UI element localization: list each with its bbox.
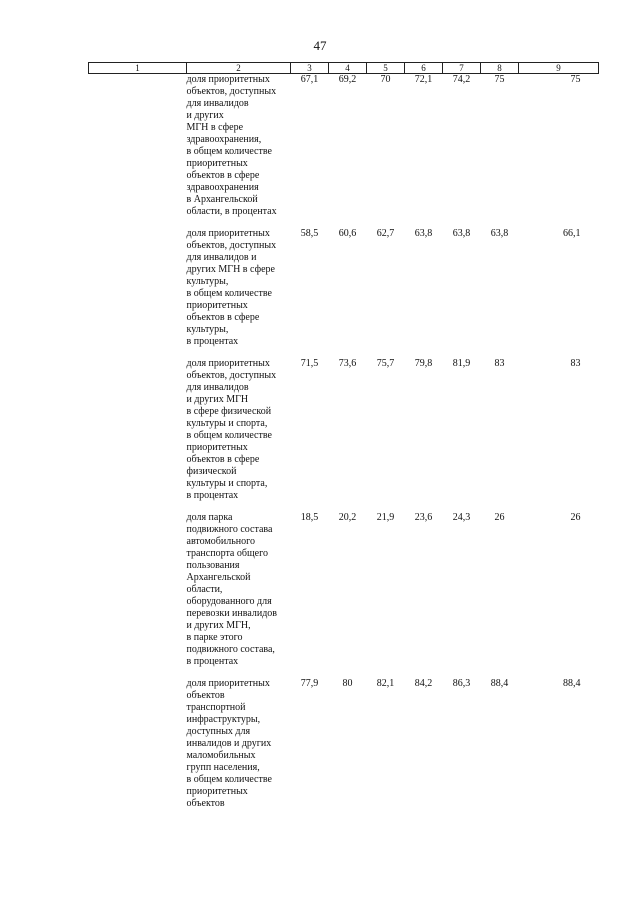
indicator-description xyxy=(187,358,291,502)
description-line: здравоохранения xyxy=(186,182,259,193)
description-line: объектов xyxy=(186,690,225,701)
row-spacer xyxy=(89,218,599,228)
description-line: культуры, xyxy=(186,324,229,335)
value-cell: 83 xyxy=(570,358,581,369)
indicator-description xyxy=(187,228,291,348)
header-cell: 8 xyxy=(481,63,519,74)
description-line: Архангельской xyxy=(186,572,251,583)
empty-cell xyxy=(89,228,187,348)
header-cell: 6 xyxy=(405,63,443,74)
description-line: в общем количестве xyxy=(186,774,272,785)
value-cell: 69,2 xyxy=(338,74,357,85)
description-line: в общем количестве xyxy=(186,288,272,299)
spacer-cell xyxy=(89,668,599,678)
value-cell: 67,1 xyxy=(300,74,319,85)
value-cell: 75,7 xyxy=(376,358,395,369)
description-line: оборудованного для xyxy=(186,596,272,607)
description-line: МГН в сфере xyxy=(186,122,244,133)
row-spacer xyxy=(89,502,599,512)
description-line: культуры и спорта, xyxy=(186,418,268,429)
value-cell: 58,5 xyxy=(300,228,319,239)
indicator-description xyxy=(187,512,291,668)
value-cell: 88,4 xyxy=(563,678,581,689)
value-cell: 66,1 xyxy=(563,228,581,239)
header-cell: 1 xyxy=(89,63,187,74)
value-cell: 86,3 xyxy=(452,678,471,689)
table-row xyxy=(89,512,599,668)
description-line: объектов, доступных xyxy=(186,86,277,97)
description-line: объектов xyxy=(186,798,225,809)
value-cell: 18,5 xyxy=(300,512,319,523)
value-cell: 63,8 xyxy=(414,228,433,239)
table-row xyxy=(89,358,599,502)
description-line: приоритетных xyxy=(186,158,248,169)
header-cell: 7 xyxy=(443,63,481,74)
description-line: в общем количестве xyxy=(186,430,272,441)
empty-cell xyxy=(89,512,187,668)
description-line: объектов, доступных xyxy=(186,240,277,251)
value-cell: 71,5 xyxy=(300,358,319,369)
description-line: инфраструктуры, xyxy=(186,714,261,725)
header-cell: 4 xyxy=(329,63,367,74)
description-line: доля приоритетных xyxy=(186,358,270,369)
description-line: и других МГН, xyxy=(186,620,251,631)
value-cell: 77,9 xyxy=(300,678,319,689)
description-line: других МГН в сфере xyxy=(186,264,275,275)
description-line: объектов, доступных xyxy=(186,370,277,381)
description-line: здравоохранения, xyxy=(186,134,262,145)
value-cell: 72,1 xyxy=(414,74,433,85)
description-line: доля парка xyxy=(186,512,233,523)
description-line: для инвалидов xyxy=(186,98,249,109)
value-cell: 70 xyxy=(380,74,391,85)
column-number-header-row xyxy=(89,63,599,74)
description-line: в парке этого xyxy=(186,632,243,643)
description-line: культуры, xyxy=(186,276,229,287)
description-line: объектов в сфере xyxy=(186,312,260,323)
description-line: области, в процентах xyxy=(186,206,277,217)
row-spacer xyxy=(89,348,599,358)
table-row xyxy=(89,74,599,219)
description-line: транспортной xyxy=(186,702,246,713)
table-row xyxy=(89,678,599,810)
value-cell: 84,2 xyxy=(414,678,433,689)
description-line: области, xyxy=(186,584,223,595)
description-line: в процентах xyxy=(186,656,239,667)
table-body xyxy=(89,74,599,811)
value-cell: 73,6 xyxy=(338,358,357,369)
description-line: в процентах xyxy=(186,490,239,501)
header-cell: 3 xyxy=(291,63,329,74)
description-line: в процентах xyxy=(186,336,239,347)
description-line: для инвалидов и xyxy=(186,252,257,263)
description-line: подвижного состава xyxy=(186,524,273,535)
value-cell: 81,9 xyxy=(452,358,471,369)
description-line: перевозки инвалидов xyxy=(186,608,278,619)
description-line: инвалидов и других xyxy=(186,738,272,749)
description-line: групп населения, xyxy=(186,762,260,773)
empty-cell xyxy=(89,74,187,219)
description-line: физической xyxy=(186,466,237,477)
indicator-description xyxy=(187,74,291,219)
value-cell: 60,6 xyxy=(338,228,357,239)
value-cell: 79,8 xyxy=(414,358,433,369)
description-line: приоритетных xyxy=(186,442,248,453)
description-line: приоритетных xyxy=(186,786,248,797)
description-line: автомобильного xyxy=(186,536,255,547)
page-number: 47 xyxy=(313,38,327,53)
value-cell: 24,3 xyxy=(452,512,471,523)
header-cell: 5 xyxy=(367,63,405,74)
value-cell: 88,4 xyxy=(490,678,509,689)
value-cell: 23,6 xyxy=(414,512,433,523)
value-cell: 21,9 xyxy=(376,512,395,523)
spacer-cell xyxy=(89,502,599,512)
indicator-table xyxy=(88,62,599,810)
spacer-cell xyxy=(89,348,599,358)
description-line: доля приоритетных xyxy=(186,228,270,239)
row-spacer xyxy=(89,668,599,678)
header-cell: 9 xyxy=(519,63,599,74)
spacer-cell xyxy=(89,218,599,228)
description-line: культуры и спорта, xyxy=(186,478,268,489)
description-line: доля приоритетных xyxy=(186,74,270,85)
value-cell: 62,7 xyxy=(376,228,395,239)
value-cell: 74,2 xyxy=(452,74,471,85)
value-cell: 75 xyxy=(570,74,581,85)
value-cell: 63,8 xyxy=(490,228,509,239)
value-cell: 83 xyxy=(494,358,505,369)
header-cell: 2 xyxy=(187,63,291,74)
description-line: и других МГН xyxy=(186,394,249,405)
description-line: и других xyxy=(186,110,224,121)
value-cell: 63,8 xyxy=(452,228,471,239)
description-line: приоритетных xyxy=(186,300,248,311)
description-line: в Архангельской xyxy=(186,194,258,205)
description-line: транспорта общего xyxy=(186,548,268,559)
description-line: доступных для xyxy=(186,726,251,737)
description-line: пользования xyxy=(186,560,240,571)
value-cell: 20,2 xyxy=(338,512,357,523)
empty-cell xyxy=(89,358,187,502)
description-line: в сфере физической xyxy=(186,406,272,417)
description-line: доля приоритетных xyxy=(186,678,270,689)
value-cell: 26 xyxy=(494,512,505,523)
indicator-description xyxy=(187,678,291,810)
value-cell: 75 xyxy=(494,74,505,85)
description-line: для инвалидов xyxy=(186,382,249,393)
description-line: в общем количестве xyxy=(186,146,272,157)
description-line: маломобильных xyxy=(186,750,256,761)
value-cell: 82,1 xyxy=(376,678,395,689)
empty-cell xyxy=(89,678,187,810)
description-line: объектов в сфере xyxy=(186,170,260,181)
value-cell: 80 xyxy=(342,678,353,689)
table-row xyxy=(89,228,599,348)
value-cell: 26 xyxy=(570,512,581,523)
description-line: объектов в сфере xyxy=(186,454,260,465)
description-line: подвижного состава, xyxy=(186,644,275,655)
